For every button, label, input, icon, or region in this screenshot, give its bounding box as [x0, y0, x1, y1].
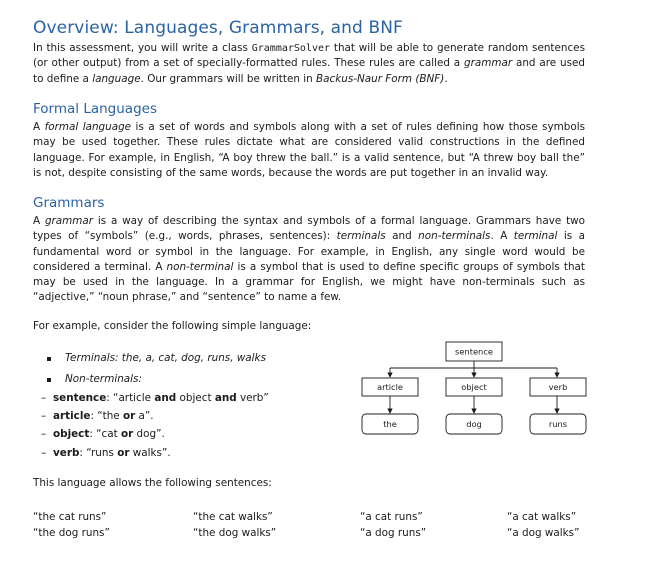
tree-node-label: sentence [455, 346, 493, 357]
tree-node-label: dog [466, 419, 482, 429]
emphasis: Backus-Naur Form (BNF) [316, 72, 445, 85]
rule-name: object [53, 428, 90, 441]
text-run: verb” [236, 392, 269, 404]
emphasis: terminals [336, 230, 386, 243]
text-run: dog”. [133, 428, 165, 441]
text-run: A [33, 215, 45, 227]
emphasis: grammar [464, 57, 513, 70]
text-run: is a way of describing the syntax and symbols of a formal language. Grammars have two types of “symbols” (e.g., words, phrases, sentences): [33, 215, 585, 243]
text-run: object [176, 392, 215, 404]
sentence-item: “the cat runs” [33, 511, 107, 523]
sentence-item: “the cat walks” [193, 511, 273, 523]
emphasis: non-terminal [166, 260, 234, 273]
tree-node-label: the [383, 419, 397, 429]
tree-leaf-the [362, 414, 418, 434]
emphasis: terminal [513, 230, 558, 243]
tree-leaf-runs [530, 414, 586, 434]
text-run: is a set of words and symbols along with a set of rules defining how those symbols may be used together. These rules dictate what are considered valid constructions in the defined language. For example, in English, “A boy threw the ball.” is a valid sentence, but “A threw boy ball the” is not, despite consisting of the same words, because the words are put together in an invalid way. [33, 121, 585, 179]
tree-node-label: article [376, 382, 404, 392]
text-run: : “ [79, 446, 92, 459]
example-intro: For example, consider the following simple language: [33, 320, 312, 332]
sentence-item: “a dog walks” [507, 526, 580, 539]
sentence-item: “the dog runs” [33, 526, 110, 539]
tree-node-label: object [461, 382, 487, 392]
sentence-item: “the dog walks” [193, 526, 277, 539]
keyword: or [120, 428, 134, 441]
emphasis: language [92, 72, 141, 85]
keyword: or [117, 446, 130, 459]
text-run: cat [101, 428, 121, 441]
text-run: is a fundamental word or symbol in the language. For example, in English, any single word would be considered a terminal. A [33, 230, 585, 273]
text-run: : “ [106, 392, 119, 404]
keyword: or [122, 410, 136, 423]
text-run: . A [490, 230, 514, 243]
nonterminals-item: Non-terminals: [33, 372, 266, 393]
sentence-item: “a cat runs” [360, 511, 423, 523]
text-run: walks”. [129, 446, 171, 459]
sentence-item: “a cat walks” [507, 511, 577, 523]
text-run: the [102, 410, 123, 423]
tree-node-root [446, 342, 502, 361]
tree-node-article [362, 378, 418, 396]
rule-name: article [53, 410, 91, 423]
tree-node-label: verb [548, 382, 568, 392]
text-run: : “ [90, 410, 103, 423]
text-run: is a symbol that is used to define specific groups of symbols that may be used in the language. In a grammar for English, we might have non-terminals such as “adjective,” “noun phrase,” and “sentence” to name a few. [33, 260, 585, 304]
terminals-item: Terminals: the, a, cat, dog, runs, walks [33, 351, 266, 372]
text-run: . Our grammars will be written in [140, 72, 317, 85]
text-run: runs [91, 446, 118, 459]
text-run: : “ [89, 428, 102, 441]
emphasis: grammar [44, 215, 94, 227]
grammars-heading: Grammars [33, 195, 105, 211]
text-run: In this assessment, you will write a class [33, 42, 252, 54]
tree-node-verb [530, 378, 586, 396]
text-run: and are used to define a [33, 57, 585, 85]
sentence-item: “a dog runs” [360, 526, 427, 539]
allows-text: This language allows the following sentences: [33, 477, 272, 489]
keyword: and [214, 392, 237, 404]
tree-node-object [446, 378, 502, 396]
emphasis: formal language [44, 121, 132, 133]
class-name-code: GrammarSolver [251, 43, 331, 54]
text-run: and [385, 230, 419, 243]
tree-leaf-dog [446, 414, 502, 434]
text-run: a”. [135, 410, 154, 423]
tree-node-label: runs [548, 419, 568, 429]
rule-name: verb [53, 446, 80, 459]
page-title: Overview: Languages, Grammars, and BNF [33, 18, 403, 38]
emphasis: non-terminals [418, 230, 491, 243]
text-run: article [118, 392, 155, 404]
keyword: and [154, 392, 177, 404]
text-run: A [33, 121, 45, 133]
rule-name: sentence [53, 392, 107, 404]
formal-languages-heading: Formal Languages [33, 101, 157, 117]
text-run: that will be able to generate random sentences (or other output) from a set of specially-formatted rules. These rules are called a [33, 42, 585, 70]
text-run: . [444, 72, 448, 85]
